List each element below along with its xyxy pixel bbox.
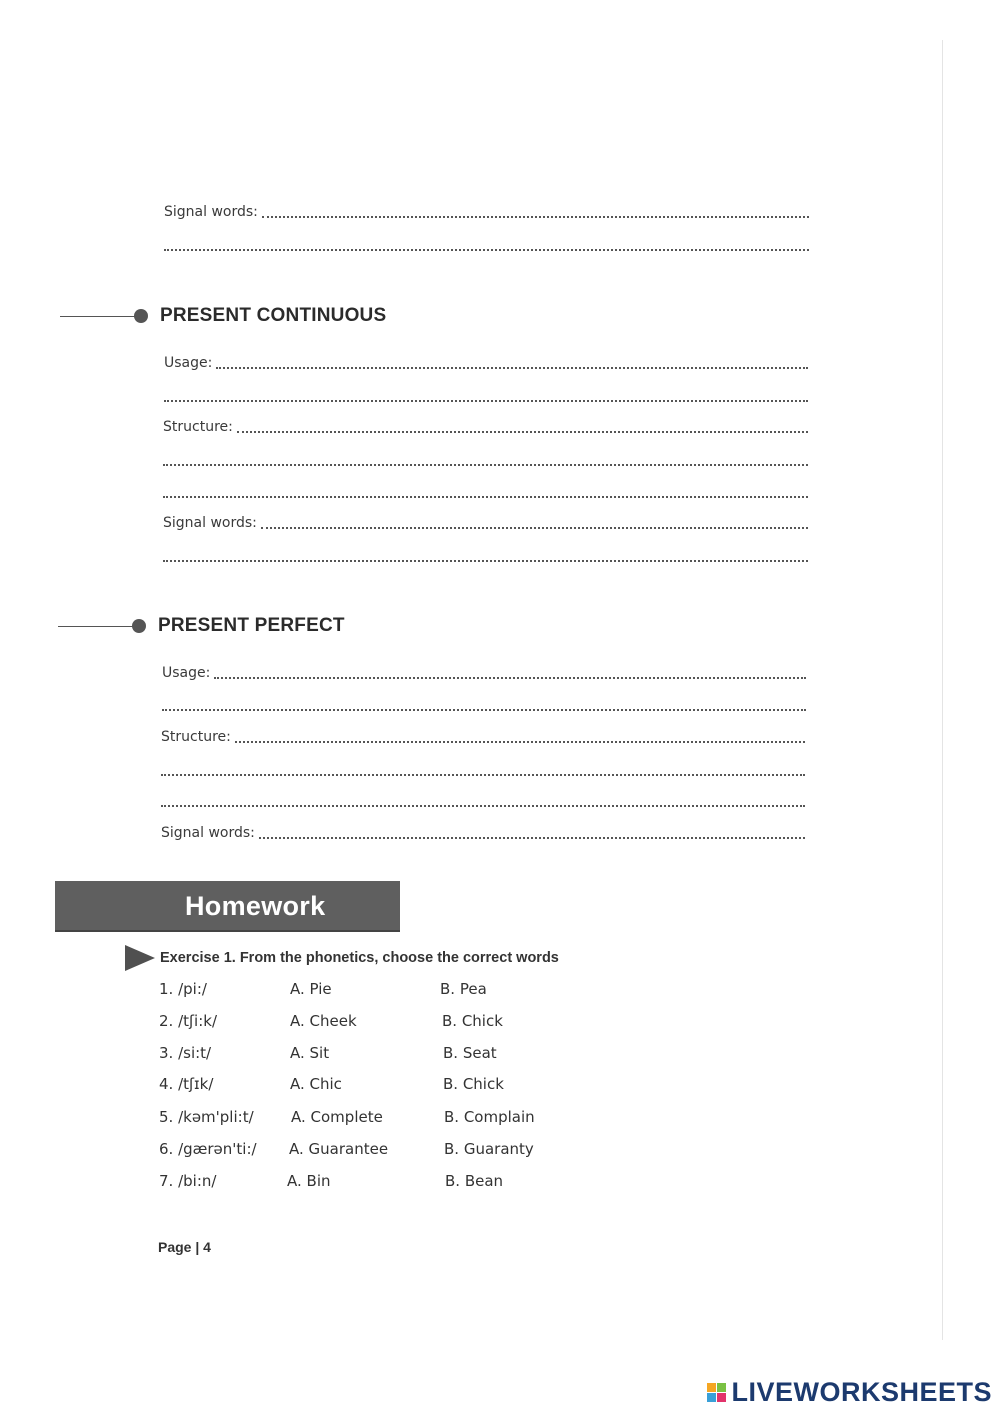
- structure-label: Structure:: [163, 419, 233, 435]
- perfect-structure-line-2[interactable]: [161, 759, 805, 779]
- section-rule: [58, 626, 134, 627]
- section-present-continuous: [60, 303, 386, 329]
- option-a[interactable]: A. Cheek: [290, 1012, 357, 1030]
- question-phonetic: 4. /tʃɪk/: [159, 1075, 214, 1093]
- usage-label: Usage:: [162, 665, 211, 681]
- watermark-text: LIVEWORKSHEETS: [731, 1377, 992, 1407]
- homework-title: Homework: [185, 891, 326, 921]
- option-a[interactable]: A. Chic: [290, 1075, 342, 1093]
- exercise-title: Exercise 1. From the phonetics, choose the correct words: [160, 950, 559, 966]
- page-edge: [942, 40, 943, 1340]
- answer-blank[interactable]: [161, 772, 805, 776]
- answer-blank[interactable]: [163, 494, 808, 498]
- perfect-structure-line[interactable]: [161, 726, 805, 746]
- answer-blank[interactable]: [261, 525, 808, 529]
- continuous-signal-line[interactable]: [163, 512, 808, 532]
- top-signal-line-2[interactable]: [164, 234, 809, 254]
- page-number: Page | 4: [158, 1239, 211, 1255]
- top-signal-label: Signal words:: [164, 204, 258, 220]
- question-phonetic: 1. /pi:/: [159, 980, 207, 998]
- option-b[interactable]: B. Guaranty: [444, 1140, 534, 1158]
- bullet-dot-icon: [134, 309, 148, 323]
- perfect-signal-line[interactable]: [161, 822, 805, 842]
- top-signal-line[interactable]: [164, 201, 809, 221]
- answer-blank[interactable]: [262, 214, 809, 218]
- option-b[interactable]: B. Complain: [444, 1108, 535, 1126]
- signal-label: Signal words:: [161, 825, 255, 841]
- exercise-heading: [125, 944, 559, 972]
- continuous-structure-line[interactable]: [163, 416, 808, 436]
- section-title: PRESENT PERFECT: [158, 615, 345, 636]
- perfect-usage-line-2[interactable]: [162, 694, 806, 714]
- perfect-structure-line-3[interactable]: [161, 790, 805, 810]
- option-b[interactable]: B. Seat: [443, 1044, 497, 1062]
- question-phonetic: 7. /bi:n/: [159, 1172, 217, 1190]
- continuous-usage-line-2[interactable]: [164, 385, 808, 405]
- triangle-arrow-icon: [125, 945, 155, 971]
- option-b[interactable]: B. Chick: [442, 1012, 503, 1030]
- continuous-signal-line-2[interactable]: [163, 545, 808, 565]
- answer-blank[interactable]: [235, 739, 805, 743]
- option-b[interactable]: B. Chick: [443, 1075, 504, 1093]
- question-phonetic: 3. /si:t/: [159, 1044, 212, 1062]
- answer-blank[interactable]: [163, 462, 808, 466]
- option-a[interactable]: A. Bin: [287, 1172, 331, 1190]
- answer-blank[interactable]: [214, 675, 806, 679]
- perfect-usage-line[interactable]: [162, 662, 806, 682]
- option-b[interactable]: B. Bean: [445, 1172, 504, 1190]
- answer-blank[interactable]: [164, 398, 808, 402]
- signal-label: Signal words:: [163, 515, 257, 531]
- option-a[interactable]: A. Complete: [291, 1108, 383, 1126]
- option-a[interactable]: A. Pie: [290, 980, 332, 998]
- option-a[interactable]: A. Sit: [290, 1044, 330, 1062]
- section-rule: [60, 316, 136, 317]
- question-phonetic: 6. /gærən'ti:/: [159, 1140, 257, 1158]
- answer-blank[interactable]: [259, 835, 805, 839]
- answer-blank[interactable]: [216, 365, 808, 369]
- liveworksheets-logo-icon: [707, 1383, 727, 1403]
- answer-blank[interactable]: [162, 707, 806, 711]
- answer-blank[interactable]: [161, 803, 805, 807]
- liveworksheets-watermark: [707, 1377, 992, 1408]
- continuous-structure-line-3[interactable]: [163, 481, 808, 501]
- section-present-perfect: [58, 613, 345, 639]
- answer-blank[interactable]: [237, 429, 808, 433]
- usage-label: Usage:: [164, 355, 213, 371]
- continuous-structure-line-2[interactable]: [163, 449, 808, 469]
- answer-blank[interactable]: [163, 558, 808, 562]
- section-title: PRESENT CONTINUOUS: [160, 305, 387, 326]
- continuous-usage-line[interactable]: [164, 352, 808, 372]
- question-phonetic: 2. /tʃi:k/: [159, 1012, 218, 1030]
- answer-blank[interactable]: [164, 247, 809, 251]
- structure-label: Structure:: [161, 729, 231, 745]
- bullet-dot-icon: [132, 619, 146, 633]
- option-b[interactable]: B. Pea: [440, 980, 487, 998]
- option-a[interactable]: A. Guarantee: [289, 1140, 389, 1158]
- homework-banner: [55, 881, 400, 932]
- question-phonetic: 5. /kəm'pli:t/: [159, 1108, 254, 1126]
